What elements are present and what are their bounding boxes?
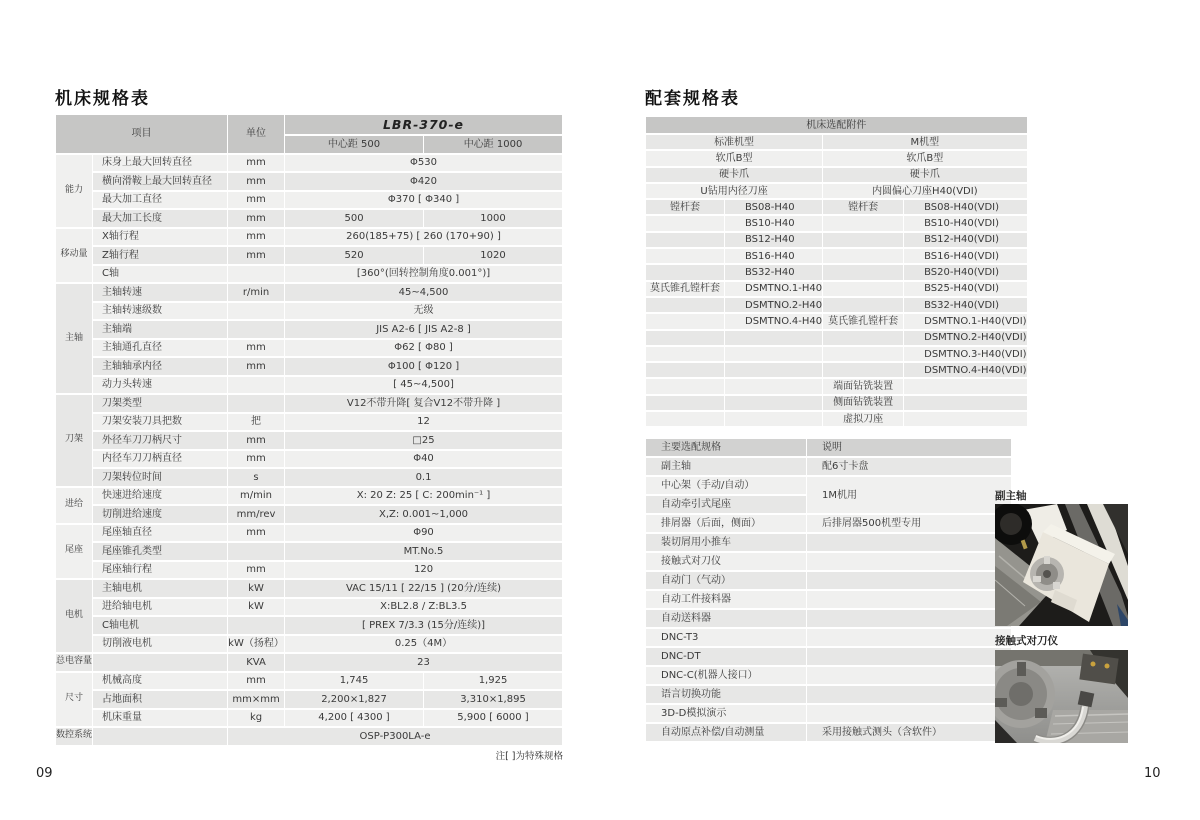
spec-cell — [646, 412, 724, 426]
spec-cell: 自动牵引式尾座 — [646, 496, 806, 513]
spec-cell — [646, 233, 724, 247]
spec-cell: 主轴转速级数 — [93, 303, 227, 320]
spec-cell: 刀架安装刀具把数 — [93, 414, 227, 431]
spec-cell: Φ62 [ Φ80 ] — [285, 340, 562, 357]
spec-cell: 镗杆套 — [823, 200, 903, 214]
spec-cell: Φ370 [ Φ340 ] — [285, 192, 562, 209]
main-options-table — [645, 437, 1012, 743]
sub-spindle-caption: 副主轴 — [995, 490, 1027, 502]
tool-setter-image — [995, 650, 1128, 743]
spec-cell — [823, 265, 903, 279]
spec-cell: 硬卡爪 — [823, 168, 1026, 182]
spec-cell: JIS A2-6 [ JIS A2-8 ] — [285, 321, 562, 338]
spec-cell: 尾座轴直径 — [93, 525, 227, 542]
spec-cell: 2,200×1,827 — [285, 691, 423, 708]
spec-cell — [823, 233, 903, 247]
spec-cell: X轴行程 — [93, 229, 227, 246]
spec-cell: Z轴行程 — [93, 247, 227, 264]
spec-cell: 刀架转位时间 — [93, 469, 227, 486]
spec-cell: 最大加工长度 — [93, 210, 227, 227]
spec-cell: DSMTNO.2-H40 — [725, 298, 822, 312]
spec-cell: DSMTNO.1-H40 — [725, 282, 822, 296]
spec-cell — [823, 216, 903, 230]
spec-cell: 副主轴 — [646, 458, 806, 475]
machine-spec-table — [55, 113, 563, 747]
spec-cell: 500 — [285, 210, 423, 227]
spec-cell — [646, 363, 724, 377]
spec-cell — [725, 396, 822, 410]
spec-cell — [228, 321, 284, 338]
spec-cell: 占地面积 — [93, 691, 227, 708]
spec-cell: BS08-H40(VDI) — [904, 200, 1026, 214]
spec-cell: mm — [228, 673, 284, 690]
spec-cell: BS10-H40(VDI) — [904, 216, 1026, 230]
spec-cell — [823, 331, 903, 345]
spec-cell: 主轴轴承内径 — [93, 358, 227, 375]
spec-cell — [807, 610, 1011, 627]
spec-cell: DSMTNO.1-H40(VDI) — [904, 314, 1026, 328]
spec-cell: 主轴电机 — [93, 580, 227, 597]
spec-cell: mm — [228, 432, 284, 449]
spec-cell: 配6寸卡盘 — [807, 458, 1011, 475]
spec-cell: mm — [228, 525, 284, 542]
spec-cell — [904, 412, 1026, 426]
spec-cell: 最大加工直径 — [93, 192, 227, 209]
spec-cell: 端面钻铣装置 — [823, 379, 903, 393]
spec-cell: 装切屑用小推车 — [646, 534, 806, 551]
spec-cell: DSMTNO.4-H40(VDI) — [904, 363, 1026, 377]
spec-cell: mm — [228, 173, 284, 190]
spec-cell — [646, 249, 724, 263]
spec-cell: 12 — [285, 414, 562, 431]
spec-cell: X:BL2.8 / Z:BL3.5 — [285, 599, 562, 616]
col-header-unit: 单位 — [228, 115, 284, 153]
spec-cell: 把 — [228, 414, 284, 431]
spec-cell: BS12-H40 — [725, 233, 822, 247]
spec-cell: U钻用内径刀座 — [646, 184, 822, 198]
spec-cell: mm/rev — [228, 506, 284, 523]
spec-cell — [646, 265, 724, 279]
spec-cell — [807, 648, 1011, 665]
spec-cell: mm — [228, 562, 284, 579]
spec-cell: 内径车刀刀柄直径 — [93, 451, 227, 468]
spec-cell: kW — [228, 599, 284, 616]
spec-cell: 3D-D模拟演示 — [646, 705, 806, 722]
spec-cell: 0.25（4M） — [285, 636, 562, 653]
accessory-spec-table-title: 配套规格表 — [645, 89, 740, 109]
category-capability: 能力 — [56, 155, 92, 227]
spec-cell: DSMTNO.3-H40(VDI) — [904, 347, 1026, 361]
category-tailstock: 尾座 — [56, 525, 92, 579]
spec-cell: mm — [228, 340, 284, 357]
spec-cell: 自动原点补偿/自动测量 — [646, 724, 806, 741]
spec-cell — [807, 667, 1011, 684]
spec-cell — [228, 377, 284, 394]
page-number-left: 09 — [36, 766, 53, 781]
spec-cell: 进给轴电机 — [93, 599, 227, 616]
accessory-options-table — [645, 115, 1028, 428]
spec-cell: Φ40 — [285, 451, 562, 468]
spec-cell: DSMTNO.2-H40(VDI) — [904, 331, 1026, 345]
spec-cell — [646, 298, 724, 312]
spec-cell: BS10-H40 — [725, 216, 822, 230]
spec-cell: OSP-P300LA-e — [228, 728, 562, 745]
category-spindle: 主轴 — [56, 284, 92, 393]
spec-cell: 硬卡爪 — [646, 168, 822, 182]
spec-cell: 机床重量 — [93, 710, 227, 727]
spec-cell: mm — [228, 451, 284, 468]
spec-cell: 1M机用 — [807, 477, 1011, 513]
spec-cell: 内圆偏心刀座H40(VDI) — [823, 184, 1026, 198]
spec-cell — [823, 298, 903, 312]
spec-cell: 45~4,500 — [285, 284, 562, 301]
spec-cell — [823, 249, 903, 263]
spec-cell — [228, 617, 284, 634]
spec-cell: 切削进给速度 — [93, 506, 227, 523]
spec-cell: Φ420 — [285, 173, 562, 190]
machine-spec-table-title: 机床规格表 — [55, 89, 150, 109]
spec-cell: BS32-H40(VDI) — [904, 298, 1026, 312]
spec-cell: 排屑器（后面，侧面） — [646, 515, 806, 532]
opt-desc-header: 说明 — [807, 439, 1011, 456]
spec-cell: 床身上最大回转直径 — [93, 155, 227, 172]
spec-cell — [823, 347, 903, 361]
spec-cell — [725, 347, 822, 361]
spec-cell: 主轴通孔直径 — [93, 340, 227, 357]
spec-cell: DNC-DT — [646, 648, 806, 665]
spec-cell — [725, 363, 822, 377]
spec-cell: 软爪B型 — [646, 151, 822, 165]
spec-cell — [228, 266, 284, 283]
spec-cell — [823, 282, 903, 296]
col-header-cc500: 中心距 500 — [285, 136, 423, 153]
category-power-capacity: 总电容量 — [56, 654, 92, 671]
spec-cell — [725, 379, 822, 393]
spec-cell — [93, 654, 227, 671]
spec-cell: 23 — [285, 654, 562, 671]
spec-cell: s — [228, 469, 284, 486]
spec-cell: 3,310×1,895 — [424, 691, 562, 708]
tool-setter-caption: 接触式对刀仪 — [995, 635, 1058, 647]
spec-cell: 0.1 — [285, 469, 562, 486]
spec-cell: m/min — [228, 488, 284, 505]
spec-cell: 1,745 — [285, 673, 423, 690]
spec-cell: 横向滑鞍上最大回转直径 — [93, 173, 227, 190]
spec-cell: 采用接触式测头（含软件） — [807, 724, 1011, 741]
spec-cell: BS16-H40(VDI) — [904, 249, 1026, 263]
spec-cell: mm — [228, 192, 284, 209]
spec-cell — [807, 705, 1011, 722]
spec-cell: Φ530 — [285, 155, 562, 172]
spec-cell: 尾座轴行程 — [93, 562, 227, 579]
spec-cell: 软爪B型 — [823, 151, 1026, 165]
spec-cell: 虚拟刀座 — [823, 412, 903, 426]
spec-cell — [646, 314, 724, 328]
spec-cell: BS32-H40 — [725, 265, 822, 279]
spec-cell: 520 — [285, 247, 423, 264]
spec-cell: DNC-T3 — [646, 629, 806, 646]
spec-cell: 260(185+75) [ 260 (170+90) ] — [285, 229, 562, 246]
spec-cell: Φ90 — [285, 525, 562, 542]
spec-cell: BS12-H40(VDI) — [904, 233, 1026, 247]
spec-cell: 刀架类型 — [93, 395, 227, 412]
spec-cell: 外径车刀刀柄尺寸 — [93, 432, 227, 449]
spec-cell: 镗杆套 — [646, 200, 724, 214]
spec-cell: [360°(回转控制角度0.001°)] — [285, 266, 562, 283]
spec-cell: C轴电机 — [93, 617, 227, 634]
spec-cell: 尾座锥孔类型 — [93, 543, 227, 560]
spec-cell — [904, 396, 1026, 410]
category-turret: 刀架 — [56, 395, 92, 486]
spec-cell: r/min — [228, 284, 284, 301]
spec-cell: 主轴转速 — [93, 284, 227, 301]
spec-cell: mm — [228, 210, 284, 227]
spec-cell: 侧面钻铣装置 — [823, 396, 903, 410]
category-travel: 移动量 — [56, 229, 92, 283]
spec-cell: 后排屑器500机型专用 — [807, 515, 1011, 532]
spec-cell: mm — [228, 358, 284, 375]
spec-cell: mm×mm — [228, 691, 284, 708]
spec-cell: V12不带升降[ 复合V12不带升降 ] — [285, 395, 562, 412]
spec-cell — [823, 363, 903, 377]
spec-cell — [93, 728, 227, 745]
spec-cell: DNC-C(机器人接口） — [646, 667, 806, 684]
spec-cell: [ 45~4,500] — [285, 377, 562, 394]
spec-cell: 120 — [285, 562, 562, 579]
spec-cell — [228, 543, 284, 560]
category-cnc-system: 数控系统 — [56, 728, 92, 745]
page-number-right: 10 — [1144, 766, 1161, 781]
spec-cell: □25 — [285, 432, 562, 449]
spec-cell — [646, 347, 724, 361]
category-motor: 电机 — [56, 580, 92, 652]
model-name: LBR-370-e — [285, 115, 562, 134]
spec-cell — [228, 303, 284, 320]
spec-cell: 1000 — [424, 210, 562, 227]
spec-cell: KVA — [228, 654, 284, 671]
spec-cell: 语言切换功能 — [646, 686, 806, 703]
spec-cell: Φ100 [ Φ120 ] — [285, 358, 562, 375]
opt-table-header: 主要选配规格 — [646, 439, 806, 456]
spec-cell — [904, 379, 1026, 393]
spec-cell: 快速进给速度 — [93, 488, 227, 505]
tool-setter-photo — [995, 650, 1128, 743]
spec-cell: 动力头转速 — [93, 377, 227, 394]
spec-cell: DSMTNO.4-H40 — [725, 314, 822, 328]
spec-cell — [646, 379, 724, 393]
special-spec-note: 注[ ]为特殊规格 — [495, 751, 563, 762]
spec-cell: 主轴端 — [93, 321, 227, 338]
spec-cell — [807, 553, 1011, 570]
standard-model-header: 标准机型 — [646, 135, 822, 149]
spec-cell — [807, 591, 1011, 608]
spec-cell: BS25-H40(VDI) — [904, 282, 1026, 296]
spec-cell: X: 20 Z: 25 [ C: 200min⁻¹ ] — [285, 488, 562, 505]
m-model-header: M机型 — [823, 135, 1026, 149]
spec-cell — [646, 331, 724, 345]
spec-cell: 4,200 [ 4300 ] — [285, 710, 423, 727]
acc-table-header: 机床选配附件 — [646, 117, 1027, 133]
spec-cell: 中心架（手动/自动） — [646, 477, 806, 494]
spec-cell — [807, 572, 1011, 589]
spec-cell — [807, 686, 1011, 703]
spec-cell: kW（扬程） — [228, 636, 284, 653]
spec-cell: 莫氏锥孔镗杆套 — [823, 314, 903, 328]
spec-cell: BS20-H40(VDI) — [904, 265, 1026, 279]
spec-cell: BS16-H40 — [725, 249, 822, 263]
spec-cell — [646, 396, 724, 410]
spec-cell: mm — [228, 247, 284, 264]
spec-cell: 1,925 — [424, 673, 562, 690]
spec-cell: kW — [228, 580, 284, 597]
spec-cell: 机械高度 — [93, 673, 227, 690]
spec-cell: 5,900 [ 6000 ] — [424, 710, 562, 727]
spec-cell — [725, 412, 822, 426]
spec-cell: mm — [228, 155, 284, 172]
spec-cell: MT.No.5 — [285, 543, 562, 560]
spec-cell — [725, 331, 822, 345]
spec-cell: X,Z: 0.001~1,000 — [285, 506, 562, 523]
spec-cell: 自动送料器 — [646, 610, 806, 627]
spec-cell — [807, 534, 1011, 551]
spec-cell: 1020 — [424, 247, 562, 264]
spec-cell — [646, 216, 724, 230]
spec-cell — [807, 629, 1011, 646]
spec-cell: VAC 15/11 [ 22/15 ] (20分/连续) — [285, 580, 562, 597]
category-dimensions: 尺寸 — [56, 673, 92, 727]
col-header-item: 项目 — [56, 115, 227, 153]
spec-cell: 接触式对刀仪 — [646, 553, 806, 570]
spec-cell: kg — [228, 710, 284, 727]
spec-cell: C轴 — [93, 266, 227, 283]
col-header-cc1000: 中心距 1000 — [424, 136, 562, 153]
spec-cell: BS08-H40 — [725, 200, 822, 214]
spec-cell: 切削液电机 — [93, 636, 227, 653]
spec-cell: [ PREX 7/3.3 (15分/连续)] — [285, 617, 562, 634]
spec-cell: 莫氏锥孔镗杆套 — [646, 282, 724, 296]
sub-spindle-photo — [995, 504, 1128, 626]
spec-cell: mm — [228, 229, 284, 246]
spec-cell: 自动工件接料器 — [646, 591, 806, 608]
spec-cell — [228, 395, 284, 412]
spec-cell: 无级 — [285, 303, 562, 320]
category-feed: 进给 — [56, 488, 92, 523]
spec-cell: 自动门（气动） — [646, 572, 806, 589]
sub-spindle-image — [995, 504, 1128, 626]
